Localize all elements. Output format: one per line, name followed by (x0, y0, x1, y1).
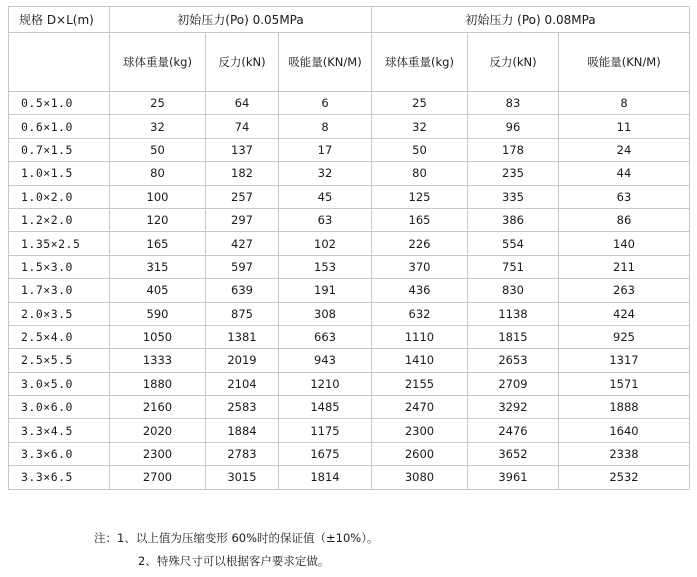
col-header-force-1: 反力(kN) (206, 33, 279, 92)
table-row (9, 419, 690, 442)
value-cell: 2020 (110, 419, 206, 442)
table-row (9, 208, 690, 231)
value-cell: 11 (559, 115, 690, 138)
value-cell: 6 (279, 92, 372, 115)
value-cell: 63 (279, 208, 372, 231)
value-cell: 1333 (110, 349, 206, 372)
value-cell: 943 (279, 349, 372, 372)
value-cell: 80 (372, 162, 468, 185)
group-header-008: 初始压力 (Po) 0.08MPa (372, 7, 690, 33)
value-cell: 32 (279, 162, 372, 185)
value-cell: 2700 (110, 466, 206, 489)
value-cell: 2155 (372, 372, 468, 395)
value-cell: 2709 (468, 372, 559, 395)
value-cell: 1485 (279, 396, 372, 419)
value-cell: 32 (372, 115, 468, 138)
table-row (9, 92, 690, 115)
table-row (9, 185, 690, 208)
spec-cell: 3.3×6.5 (9, 466, 110, 489)
value-cell: 315 (110, 255, 206, 278)
value-cell: 1410 (372, 349, 468, 372)
spec-cell: 3.3×4.5 (9, 419, 110, 442)
value-cell: 1814 (279, 466, 372, 489)
value-cell: 25 (372, 92, 468, 115)
value-cell: 8 (279, 115, 372, 138)
spec-cell: 1.2×2.0 (9, 208, 110, 231)
value-cell: 165 (372, 208, 468, 231)
value-cell: 211 (559, 255, 690, 278)
value-cell: 1317 (559, 349, 690, 372)
col-header-force-2: 反力(kN) (468, 33, 559, 92)
value-cell: 3652 (468, 442, 559, 465)
value-cell: 125 (372, 185, 468, 208)
value-cell: 235 (468, 162, 559, 185)
value-cell: 263 (559, 279, 690, 302)
value-cell: 100 (110, 185, 206, 208)
col-header-energy-1: 吸能量(KN/M) (279, 33, 372, 92)
value-cell: 2476 (468, 419, 559, 442)
spec-cell: 3.0×5.0 (9, 372, 110, 395)
value-cell: 2300 (372, 419, 468, 442)
value-cell: 1571 (559, 372, 690, 395)
value-cell: 2104 (206, 372, 279, 395)
spec-cell: 1.7×3.0 (9, 279, 110, 302)
spec-cell: 0.7×1.5 (9, 138, 110, 161)
value-cell: 1888 (559, 396, 690, 419)
value-cell: 102 (279, 232, 372, 255)
value-cell: 436 (372, 279, 468, 302)
value-cell: 44 (559, 162, 690, 185)
value-cell: 308 (279, 302, 372, 325)
table-row (9, 232, 690, 255)
value-cell: 1381 (206, 325, 279, 348)
value-cell: 2300 (110, 442, 206, 465)
value-cell: 3015 (206, 466, 279, 489)
value-cell: 1884 (206, 419, 279, 442)
value-cell: 74 (206, 115, 279, 138)
col-header-weight-1: 球体重量(kg) (110, 33, 206, 92)
table-row (9, 255, 690, 278)
value-cell: 257 (206, 185, 279, 208)
value-cell: 1815 (468, 325, 559, 348)
value-cell: 3961 (468, 466, 559, 489)
value-cell: 639 (206, 279, 279, 302)
value-cell: 597 (206, 255, 279, 278)
value-cell: 1675 (279, 442, 372, 465)
spec-cell: 2.5×4.0 (9, 325, 110, 348)
value-cell: 632 (372, 302, 468, 325)
value-cell: 2019 (206, 349, 279, 372)
value-cell: 875 (206, 302, 279, 325)
value-cell: 153 (279, 255, 372, 278)
value-cell: 140 (559, 232, 690, 255)
value-cell: 2653 (468, 349, 559, 372)
spec-cell: 0.6×1.0 (9, 115, 110, 138)
value-cell: 424 (559, 302, 690, 325)
value-cell: 17 (279, 138, 372, 161)
table-row (9, 372, 690, 395)
value-cell: 1050 (110, 325, 206, 348)
note-line-2: 2、特殊尺寸可以根据客户要求定做。 (138, 554, 330, 568)
value-cell: 405 (110, 279, 206, 302)
value-cell: 2160 (110, 396, 206, 419)
value-cell: 1210 (279, 372, 372, 395)
value-cell: 590 (110, 302, 206, 325)
table-row (9, 325, 690, 348)
value-cell: 925 (559, 325, 690, 348)
value-cell: 165 (110, 232, 206, 255)
value-cell: 297 (206, 208, 279, 231)
spec-cell: 3.3×6.0 (9, 442, 110, 465)
value-cell: 1175 (279, 419, 372, 442)
value-cell: 370 (372, 255, 468, 278)
value-cell: 427 (206, 232, 279, 255)
value-cell: 64 (206, 92, 279, 115)
value-cell: 2783 (206, 442, 279, 465)
spec-cell: 2.0×3.5 (9, 302, 110, 325)
value-cell: 120 (110, 208, 206, 231)
value-cell: 554 (468, 232, 559, 255)
spec-header-blank (9, 33, 110, 92)
table-row (9, 138, 690, 161)
value-cell: 1640 (559, 419, 690, 442)
spec-cell: 1.0×1.5 (9, 162, 110, 185)
value-cell: 751 (468, 255, 559, 278)
spec-cell: 2.5×5.5 (9, 349, 110, 372)
value-cell: 178 (468, 138, 559, 161)
table-row (9, 466, 690, 489)
spec-cell: 0.5×1.0 (9, 92, 110, 115)
value-cell: 3080 (372, 466, 468, 489)
table-row (9, 279, 690, 302)
value-cell: 80 (110, 162, 206, 185)
value-cell: 50 (372, 138, 468, 161)
value-cell: 830 (468, 279, 559, 302)
value-cell: 32 (110, 115, 206, 138)
value-cell: 137 (206, 138, 279, 161)
table-row (9, 162, 690, 185)
value-cell: 226 (372, 232, 468, 255)
spec-header: 规格 D×L(m) (9, 7, 110, 33)
value-cell: 25 (110, 92, 206, 115)
value-cell: 1880 (110, 372, 206, 395)
value-cell: 63 (559, 185, 690, 208)
value-cell: 2532 (559, 466, 690, 489)
spec-cell: 1.35×2.5 (9, 232, 110, 255)
value-cell: 24 (559, 138, 690, 161)
value-cell: 1138 (468, 302, 559, 325)
value-cell: 45 (279, 185, 372, 208)
header-row-1 (9, 7, 690, 33)
value-cell: 96 (468, 115, 559, 138)
value-cell: 386 (468, 208, 559, 231)
value-cell: 2600 (372, 442, 468, 465)
value-cell: 3292 (468, 396, 559, 419)
note-line-1: 注：1、以上值为压缩变形 60%时的保证值（±10%）。 (94, 531, 379, 545)
value-cell: 2470 (372, 396, 468, 419)
col-header-energy-2: 吸能量(KN/M) (559, 33, 690, 92)
spec-table (8, 6, 690, 490)
table-row (9, 442, 690, 465)
value-cell: 2583 (206, 396, 279, 419)
table-row (9, 302, 690, 325)
value-cell: 335 (468, 185, 559, 208)
value-cell: 663 (279, 325, 372, 348)
table-row (9, 396, 690, 419)
spec-cell: 1.5×3.0 (9, 255, 110, 278)
spec-cell: 1.0×2.0 (9, 185, 110, 208)
value-cell: 2338 (559, 442, 690, 465)
value-cell: 8 (559, 92, 690, 115)
value-cell: 1110 (372, 325, 468, 348)
value-cell: 50 (110, 138, 206, 161)
table-row (9, 349, 690, 372)
value-cell: 83 (468, 92, 559, 115)
spec-cell: 3.0×6.0 (9, 396, 110, 419)
col-header-weight-2: 球体重量(kg) (372, 33, 468, 92)
table-row (9, 115, 690, 138)
header-row-2 (9, 33, 690, 92)
value-cell: 182 (206, 162, 279, 185)
group-header-005: 初始压力(Po) 0.05MPa (110, 7, 372, 33)
value-cell: 191 (279, 279, 372, 302)
value-cell: 86 (559, 208, 690, 231)
